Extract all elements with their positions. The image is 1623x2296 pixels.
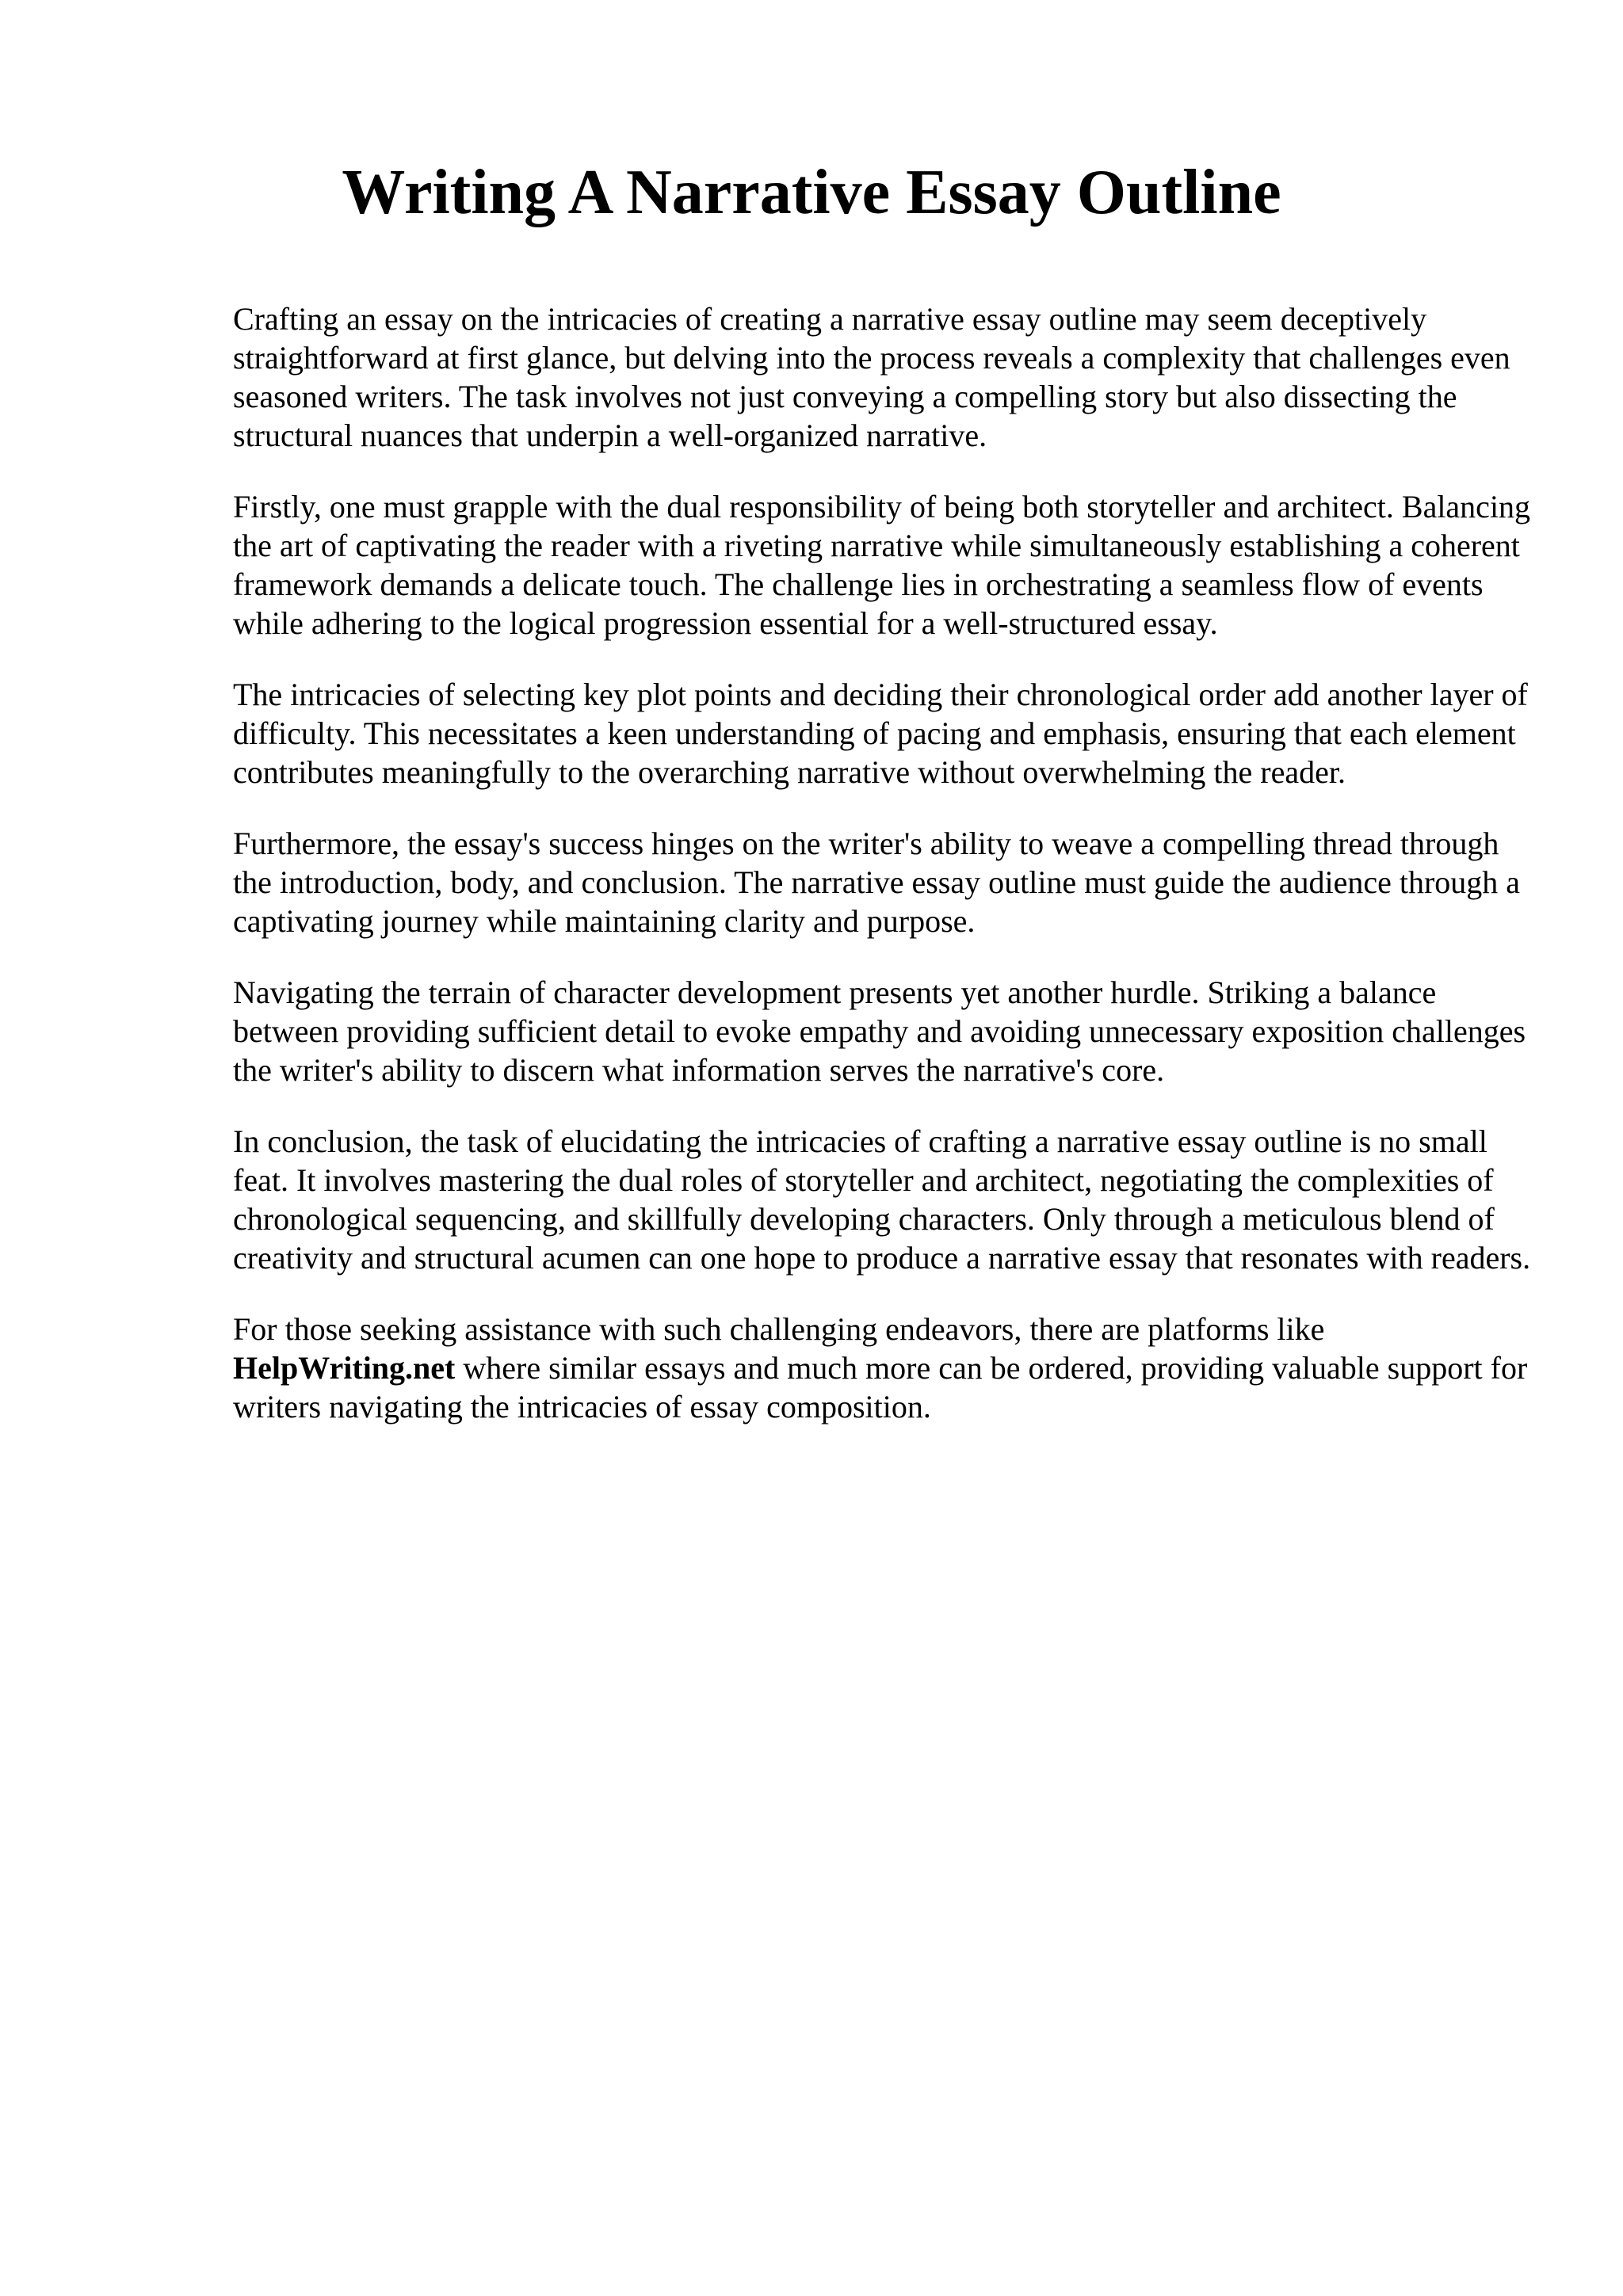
paragraph-introduction: Crafting an essay on the intricacies of creating a narrative essay outline may seem deceptively straightforward at first glance, but delving into the process reveals a complexity that challenges even seasoned writers. The task involves not just conveying a compelling story but also dissecting the structural nuances that underpin a well-organized narrative. — [233, 301, 1510, 453]
assistance-text-after: where similar essays and much more can be ordered, providing valuable support for writers navigating the intricacies of essay composition. — [233, 1350, 1528, 1425]
paragraph-plot-points: The intricacies of selecting key plot points and deciding their chronological order add another layer of difficulty. This necessitates a keen understanding of pacing and emphasis, ensuring that each element contributes meaningfully to the overarching narrative without overwhelming the reader. — [233, 677, 1528, 790]
paragraph-assistance — [233, 1310, 1533, 1426]
brand-name: HelpWriting.net — [233, 1350, 456, 1386]
document-body — [233, 299, 1533, 1459]
paragraph-conclusion: In conclusion, the task of elucidating the intricacies of crafting a narrative essay outline is no small feat. It involves mastering the dual roles of storyteller and architect, negotiating the complexities of chronological sequencing, and skillfully developing characters. Only through a meticulous blend of creativity and structural acumen can one hope to produce a narrative essay that resonates with readers. — [233, 1123, 1531, 1276]
paragraph-character-development: Navigating the terrain of character development presents yet another hurdle. Striking a balance between providing sufficient detail to evoke empathy and avoiding unnecessary exposition challenges the writer's ability to discern what information serves the narrative's core. — [233, 974, 1526, 1088]
paragraph-compelling-thread: Furthermore, the essay's success hinges on the writer's ability to weave a compelling thread through the introduction, body, and conclusion. The narrative essay outline must guide the audience through a captivating journey while maintaining clarity and purpose. — [233, 826, 1521, 939]
assistance-text-before: For those seeking assistance with such challenging endeavors, there are platforms like — [233, 1311, 1325, 1347]
paragraph-dual-responsibility: Firstly, one must grapple with the dual responsibility of being both storyteller and architect. Balancing the art of captivating the reader with a riveting narrative while simultaneously establishing a coherent framework demands a delicate touch. The challenge lies in orchestrating a seamless flow of events while adhering to the logical progression essential for a well-structured essay. — [233, 489, 1531, 641]
document-title: Writing A Narrative Essay Outline — [342, 158, 1281, 227]
